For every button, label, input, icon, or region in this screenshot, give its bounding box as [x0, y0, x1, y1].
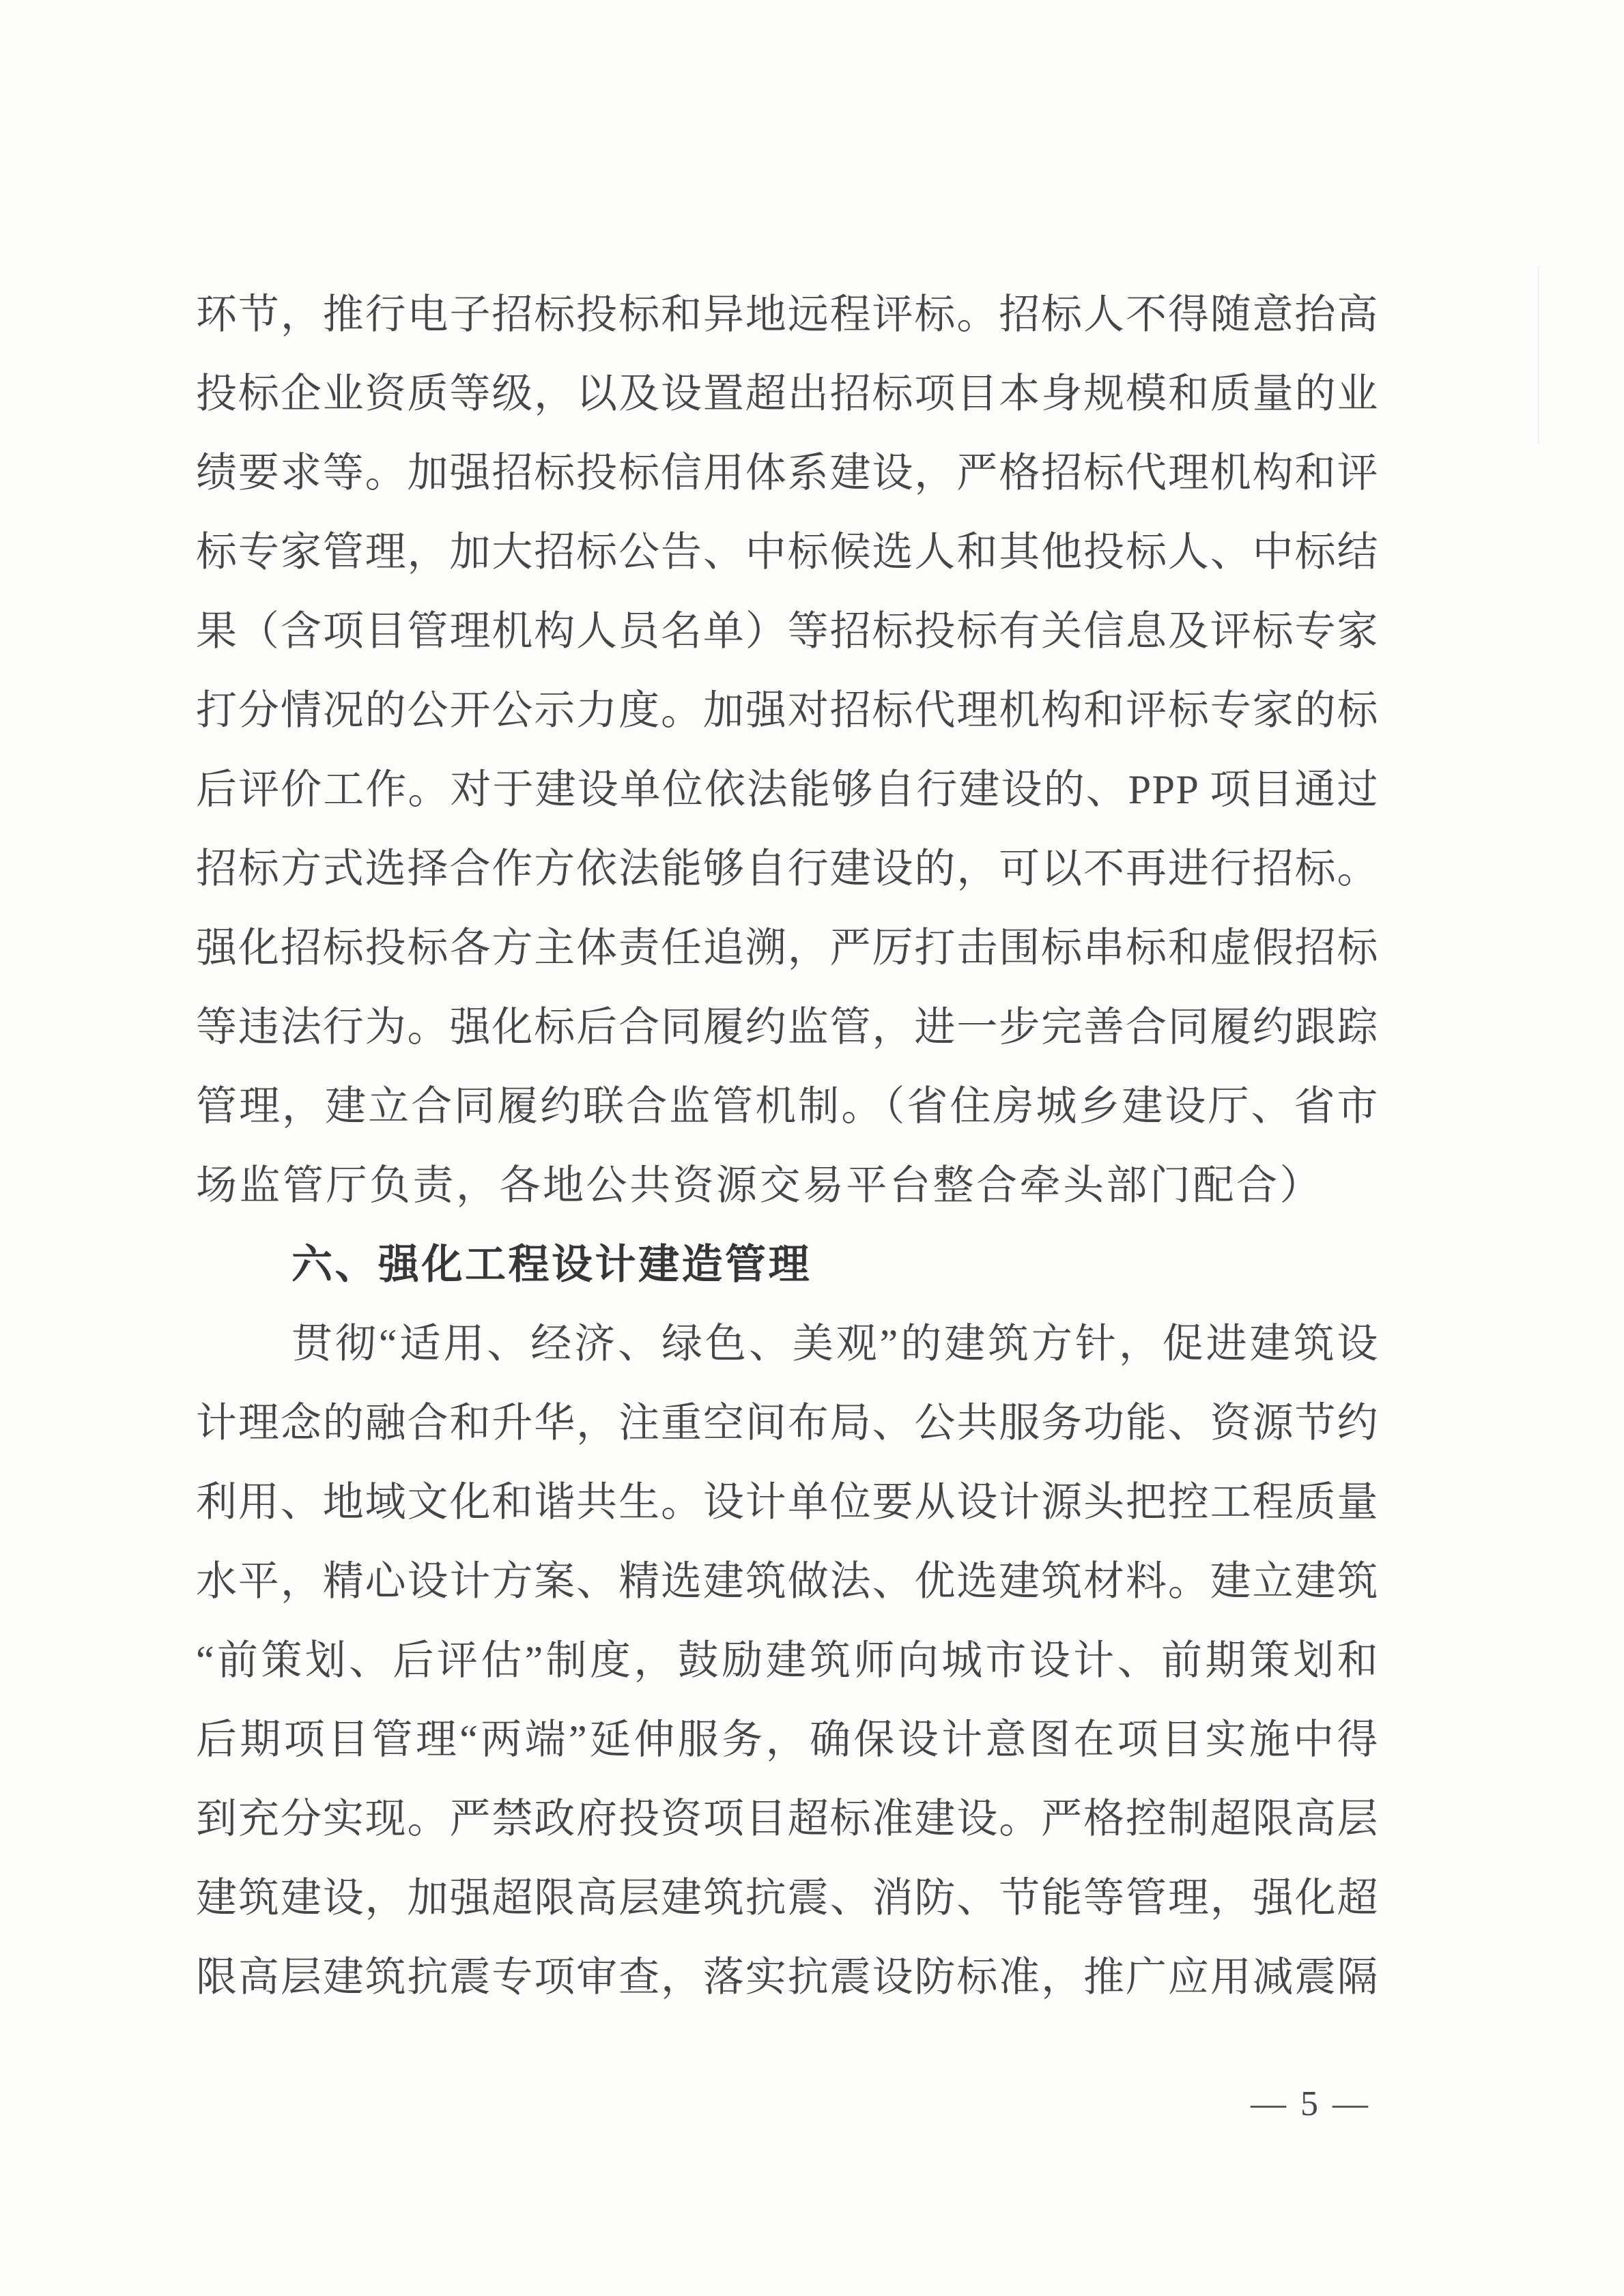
- text-line: 建筑建设，加强超限高层建筑抗震、消防、节能等管理，强化超: [196, 1876, 1379, 1921]
- text-line: 限高层建筑抗震专项审查，落实抗震设防标准，推广应用减震隔: [196, 1955, 1379, 2000]
- text-line: 果（含项目管理机构人员名单）等招标投标有关信息及评标专家: [196, 609, 1379, 654]
- text-line: 强化招标投标各方主体责任追溯，严厉打击围标串标和虚假招标: [196, 925, 1379, 971]
- text-line: 打分情况的公开公示力度。加强对招标代理机构和评标专家的标: [196, 688, 1379, 733]
- text-line: 水平，精心设计方案、精选建筑做法、优选建筑材料。建立建筑: [196, 1559, 1379, 1604]
- text-line: 利用、地域文化和谐共生。设计单位要从设计源头把控工程质量: [196, 1480, 1379, 1525]
- text-line: “前策划、后评估”制度，鼓励建筑师向城市设计、前期策划和: [196, 1638, 1379, 1683]
- text-line: 标专家管理，加大招标公告、中标候选人和其他投标人、中标结: [196, 530, 1379, 575]
- text-line: 贯彻“适用、经济、绿色、美观”的建筑方针，促进建筑设: [291, 1321, 1379, 1366]
- text-line: 后期项目管理“两端”延伸服务，确保设计意图在项目实施中得: [196, 1717, 1379, 1762]
- text-line: 后评价工作。对于建设单位依法能够自行建设的、PPP 项目通过: [196, 767, 1379, 812]
- document-body: [196, 275, 1379, 2017]
- text-line: 投标企业资质等级，以及设置超出招标项目本身规模和质量的业: [196, 371, 1379, 416]
- text-line: 到充分实现。严禁政府投资项目超标准建设。严格控制超限高层: [196, 1796, 1379, 1841]
- text-line: 场监管厅负责，各地公共资源交易平台整合牵头部门配合）: [196, 1163, 1323, 1208]
- text-line: 等违法行为。强化标后合同履约监管，进一步完善合同履约跟踪: [196, 1005, 1379, 1050]
- text-line: 环节，推行电子招标投标和异地远程评标。招标人不得随意抬高: [196, 292, 1379, 337]
- text-line: 计理念的融合和升华，注重空间布局、公共服务功能、资源节约: [196, 1401, 1379, 1446]
- text-line: 招标方式选择合作方依法能够自行建设的，可以不再进行招标。: [196, 846, 1379, 891]
- text-line: 管理，建立合同履约联合监管机制。（省住房城乡建设厅、省市: [196, 1084, 1379, 1129]
- scan-artifact: [1537, 266, 1539, 444]
- section-heading: 六、强化工程设计建造管理: [291, 1242, 812, 1287]
- page-number: — 5 —: [1251, 2084, 1371, 2123]
- text-line: 绩要求等。加强招标投标信用体系建设，严格招标代理机构和评: [196, 450, 1379, 496]
